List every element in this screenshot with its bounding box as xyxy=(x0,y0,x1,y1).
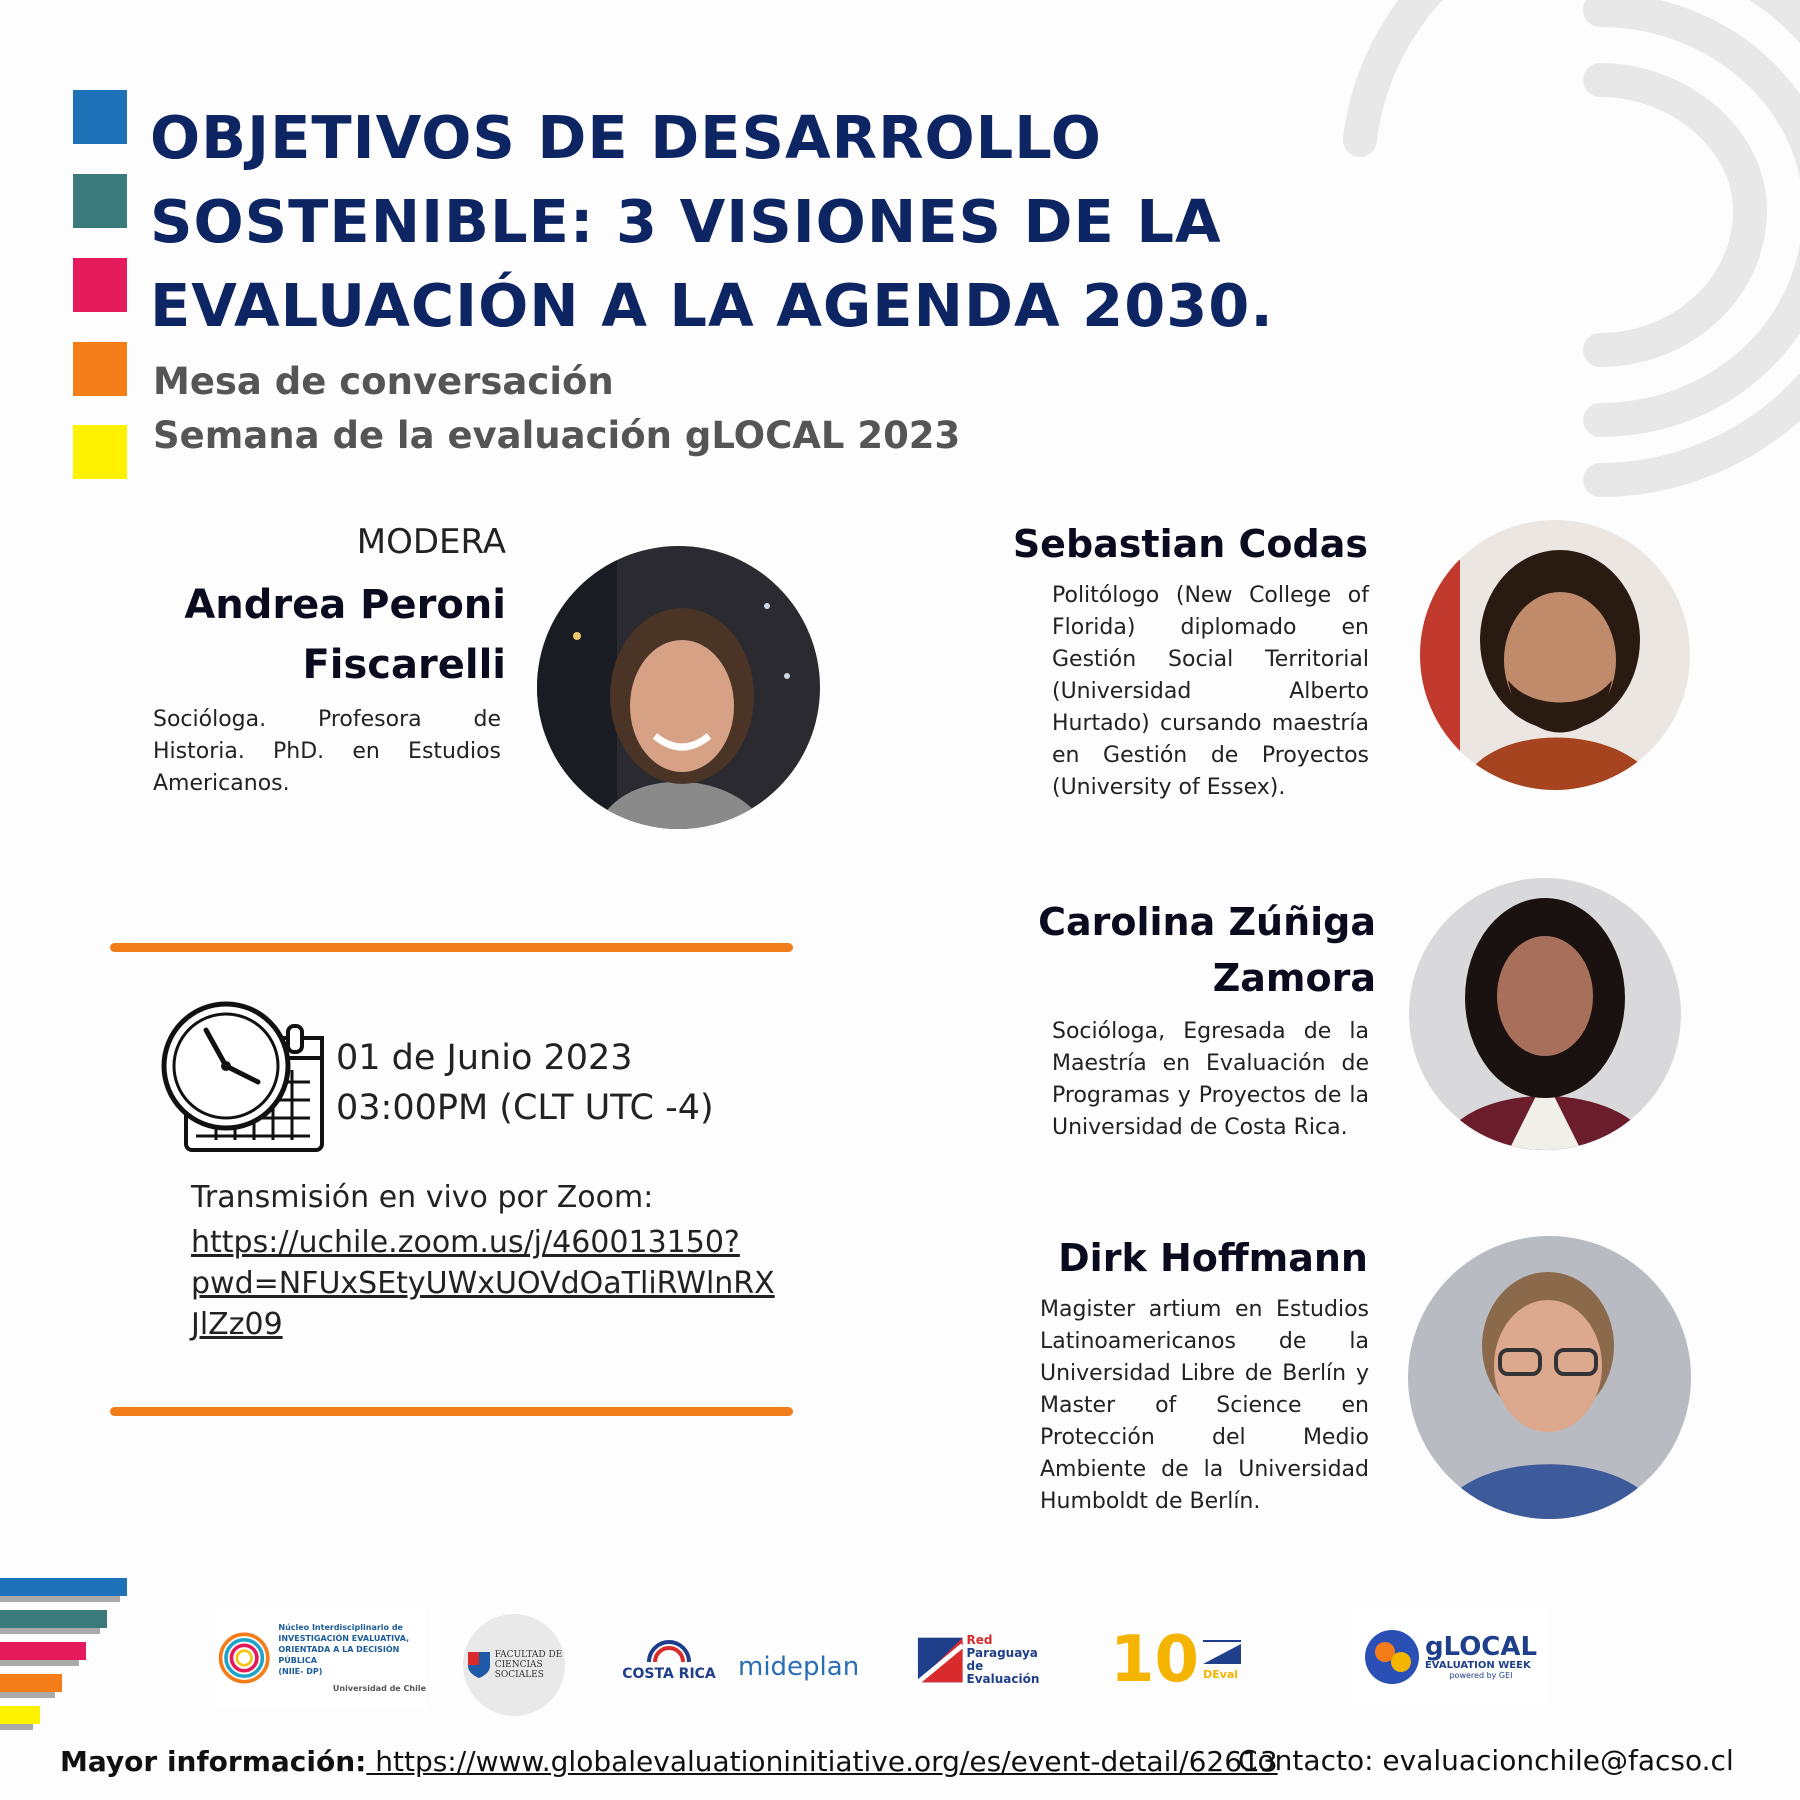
logo-red-paraguaya xyxy=(916,1632,1056,1688)
deval-name: DEval xyxy=(1203,1667,1239,1681)
glocal-globe-icon xyxy=(1363,1628,1421,1686)
separator-bottom xyxy=(110,1407,793,1416)
speaker-1-photo xyxy=(1420,520,1690,790)
stream-label: Transmisión en vivo por Zoom: xyxy=(191,1180,654,1215)
logo-facso xyxy=(463,1614,565,1716)
moderator-bio: Socióloga. Profesora de Historia. PhD. en Estudios Americanos. xyxy=(153,707,501,796)
logo-glocal xyxy=(1352,1610,1548,1704)
subtitle-line-2: Semana de la evaluación gLOCAL 2023 xyxy=(153,414,961,457)
facso-line-3: SOCIALES xyxy=(494,1670,544,1680)
moderator-photo xyxy=(537,546,820,829)
speaker-2-photo xyxy=(1409,878,1681,1150)
page-title xyxy=(150,96,1274,348)
title-line-2: SOSTENIBLE: 3 VISIONES DE LA xyxy=(150,187,1222,256)
zoom-link[interactable] xyxy=(191,1222,775,1345)
speaker-3-photo xyxy=(1408,1236,1691,1519)
calendar-clock-icon xyxy=(160,1000,330,1155)
deval-mark-icon xyxy=(1203,1644,1241,1664)
speaker-1-bio: Politólogo (New College of Florida) diplomado en Gestión Social Territorial (Universidad Alberto Hurtado) cursando maestría en Gestión de Proyectos (University of Essex). xyxy=(1052,583,1369,800)
separator-top xyxy=(110,943,793,952)
niie-line-4: (NIIE- DP) xyxy=(278,1667,323,1676)
footer-contact[interactable]: Contacto: evaluacionchile@facso.cl xyxy=(1238,1744,1734,1777)
more-info-link[interactable]: https://www.globalevaluationinitiative.org/es/event-detail/62613 xyxy=(366,1745,1278,1778)
facso-line-2: CIENCIAS xyxy=(494,1660,543,1670)
niie-line-2: INVESTIGACIÓN EVALUATIVA, xyxy=(278,1634,410,1643)
speaker-2-bio: Socióloga, Egresada de la Maestría en Evaluación de Programas y Proyectos de la Universidad de Costa Rica. xyxy=(1052,1019,1369,1140)
logo-mideplan: mideplan xyxy=(738,1652,860,1682)
zoom-link-line-3[interactable]: JlZz09 xyxy=(191,1307,283,1342)
shield-icon xyxy=(466,1650,492,1680)
color-square-blue xyxy=(73,90,127,144)
speaker-2-name-line-1: Carolina Zúñiga xyxy=(1038,900,1376,944)
speaker-3-name: Dirk Hoffmann xyxy=(1058,1236,1368,1280)
moderator-role: MODERA xyxy=(356,522,506,562)
niie-line-3: ORIENTADA A LA DECISIÓN PÚBLICA xyxy=(278,1645,400,1665)
glocal-powered: powered by GEI xyxy=(1449,1671,1513,1680)
flag-arc-icon xyxy=(639,1640,699,1662)
subtitle-line-1: Mesa de conversación xyxy=(153,360,614,403)
title-line-3: EVALUACIÓN A LA AGENDA 2030. xyxy=(150,271,1274,340)
color-square-pink xyxy=(73,258,127,312)
costa-rica-text: COSTA RICA xyxy=(622,1666,716,1682)
color-square-teal xyxy=(73,174,127,228)
title-line-1: OBJETIVOS DE DESARROLLO xyxy=(150,103,1102,172)
logo-niie xyxy=(216,1608,426,1708)
decorative-swirl xyxy=(1280,0,1800,520)
event-time: 03:00PM (CLT UTC -4) xyxy=(336,1088,714,1128)
niie-line-1: Núcleo Interdisciplinario de xyxy=(278,1623,403,1632)
red-line-1: Red xyxy=(966,1633,993,1647)
zoom-link-line-2[interactable]: pwd=NFUxSEtyUWxUOVdOaTliRWlnRX xyxy=(191,1266,775,1301)
logo-deval xyxy=(1110,1623,1278,1697)
moderator-name-line-2: Fiscarelli xyxy=(302,642,506,688)
niie-university: Universidad de Chile xyxy=(332,1684,426,1693)
speaker-2-name-line-2: Zamora xyxy=(1212,956,1376,1000)
speaker-3-bio: Magister artium en Estudios Latinoamericanos de la Universidad Libre de Berlín y Master of Science en Protección del Medio Ambiente de la Universidad Humboldt de Berlín. xyxy=(1040,1297,1369,1514)
niie-ring-icon xyxy=(216,1627,272,1689)
color-square-orange xyxy=(73,342,127,396)
moderator-name-line-1: Andrea Peroni xyxy=(184,582,506,628)
color-square-yellow xyxy=(73,425,127,479)
more-info-label: Mayor información: xyxy=(60,1745,367,1778)
footer-more-info xyxy=(60,1745,1278,1778)
glocal-name: gLOCAL xyxy=(1424,1632,1538,1662)
event-date: 01 de Junio 2023 xyxy=(336,1038,633,1078)
zoom-link-line-1[interactable]: https://uchile.zoom.us/j/460013150? xyxy=(191,1225,740,1260)
red-paraguaya-icon xyxy=(916,1635,965,1685)
speaker-1-name: Sebastian Codas xyxy=(1012,522,1368,566)
red-line-2: Paraguaya de xyxy=(966,1646,1038,1673)
red-line-3: Evaluación xyxy=(966,1672,1040,1686)
glocal-sub: EVALUATION WEEK xyxy=(1424,1660,1531,1671)
facso-line-1: FACULTAD DE xyxy=(494,1650,563,1660)
logo-costa-rica xyxy=(622,1640,716,1700)
deval-ten: 10 xyxy=(1110,1623,1200,1697)
